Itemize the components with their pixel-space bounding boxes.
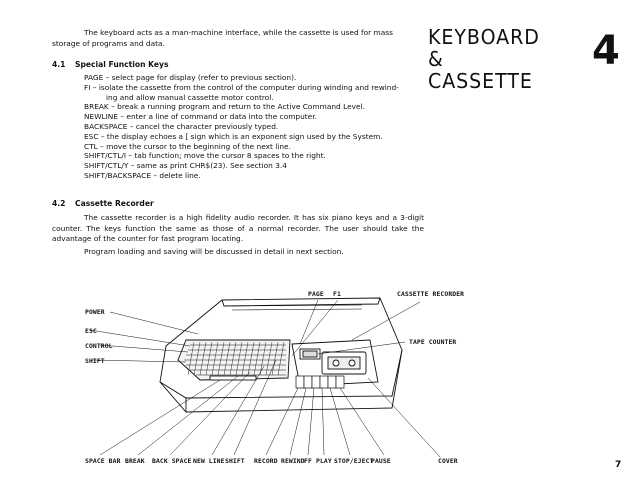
- key-fi: FI – isolate the cassette from the control of the computer during winding and rewind-: [84, 82, 399, 92]
- key-page: PAGE – select page for display (refer to previous section).: [84, 73, 297, 82]
- label-f1: F1: [333, 290, 341, 298]
- label-rewind: REWIND: [281, 457, 305, 465]
- key-break: BREAK – break a running program and return to the Active Command Level.: [84, 102, 365, 112]
- label-page: PAGE: [308, 290, 324, 298]
- key-shift-ctl-i: SHIFT/CTL/I – tab function; move the cursor 8 spaces to the right.: [84, 151, 326, 161]
- label-control: CONTROL: [85, 342, 113, 350]
- label-stop-eject: STOP/EJECT: [334, 457, 374, 465]
- section-title: Cassette Recorder: [75, 199, 154, 208]
- label-play: PLAY: [316, 457, 332, 465]
- label-pause: PAUSE: [371, 457, 391, 465]
- section-number: 4.2: [52, 199, 66, 208]
- label-backspace: BACK SPACE: [152, 457, 192, 465]
- intro-paragraph: The keyboard acts as a man-machine interface, while the cassette is used for mass storage of programs and data.: [52, 28, 393, 48]
- label-ff: FF: [304, 457, 312, 465]
- label-newline: NEW LINE: [193, 457, 225, 465]
- key-fi-continued: ing and allow manual cassette motor control.: [106, 92, 274, 102]
- chapter-title-line2: CASSETTE: [428, 69, 533, 93]
- chapter-number: 4: [592, 28, 620, 74]
- key-shift-ctl-y: SHIFT/CTL/Y – same as print CHR$(23). See section 3.4: [84, 161, 287, 171]
- loading-paragraph: Program loading and saving will be discussed in detail in next section.: [84, 247, 344, 256]
- label-tape-counter: TAPE COUNTER: [409, 338, 457, 346]
- cassette-paragraph: The cassette recorder is a high fidelity audio recorder. It has six piano keys and a 3-digit counter. The keys function the same as those of a normal recorder. The user should take the advantage of the counter for fast program locating.: [52, 213, 424, 244]
- label-shift: SHIFT: [85, 357, 105, 365]
- section-number: 4.1: [52, 60, 66, 69]
- label-record: RECORD: [254, 457, 278, 465]
- label-cover: COVER: [438, 457, 458, 465]
- label-esc: ESC: [85, 327, 97, 335]
- section-title: Special Function Keys: [75, 60, 169, 69]
- label-space-bar: SPACE BAR: [85, 457, 121, 465]
- key-shift-backspace: SHIFT/BACKSPACE – delete line.: [84, 170, 201, 180]
- label-break: BREAK: [125, 457, 145, 465]
- label-power: POWER: [85, 308, 105, 316]
- label-shift-bottom: SHIFT: [225, 457, 245, 465]
- label-cassette-recorder: CASSETTE RECORDER: [397, 290, 465, 298]
- key-esc: ESC – the display echoes a [ sign which is an exponent sign used by the System.: [84, 131, 383, 141]
- page-number: 7: [615, 460, 622, 470]
- key-newline: NEWLINE – enter a line of command or data into the computer.: [84, 112, 317, 122]
- chapter-title-line1: KEYBOARD &: [428, 25, 540, 71]
- key-backspace: BACKSPACE – cancel the character previously typed.: [84, 121, 279, 131]
- key-ctl: CTL – move the cursor to the beginning of the next line.: [84, 141, 291, 151]
